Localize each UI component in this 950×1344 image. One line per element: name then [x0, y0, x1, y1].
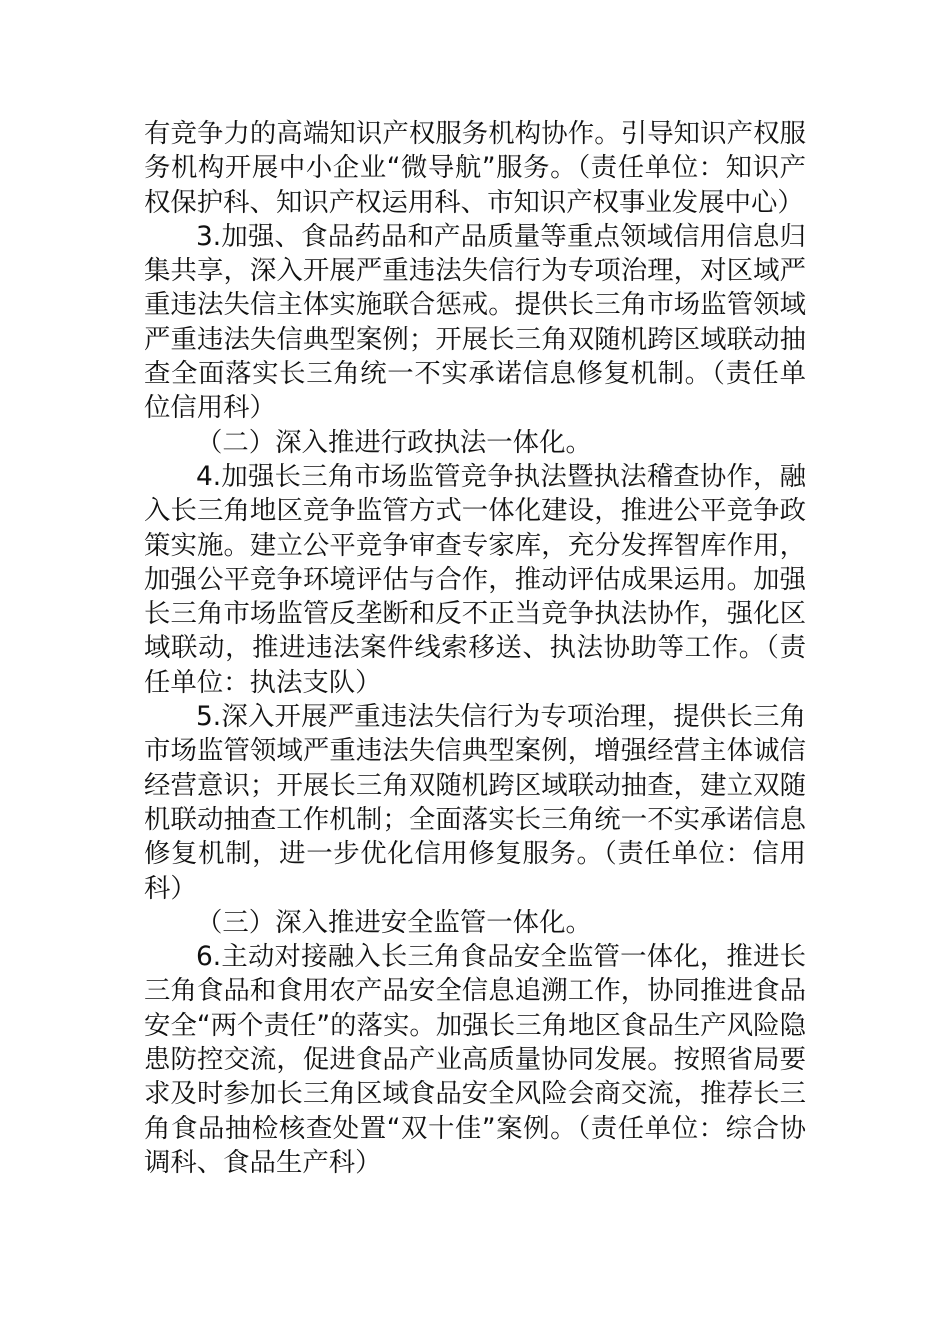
paragraph-ip-services: 有竞争力的高端知识产权服务机构协作。引导知识产权服务机构开展中小企业“微导航”服务。（责任单位：知识产权保护科、知识产权运用科、市知识产权事业发展中心） — [144, 118, 806, 218]
paragraph-item-6-food-safety: 6.主动对接融入长三角食品安全监管一体化，推进长三角食品和食用农产品安全信息追溯工作，协同推进食品安全“两个责任”的落实。加强长三角地区食品生产风险隐患防控交流，促进食品产业高质量协同发展。按照省局要求及时参加长三角区域食品安全风险会商交流，推荐长三角食品抽检核查处置“双十佳”案例。（责任单位：综合协调科、食品生产科） — [144, 941, 806, 1178]
document-page — [144, 117, 806, 1180]
section-heading-administrative-enforcement: （二）深入推进行政执法一体化。 — [196, 426, 592, 458]
paragraph-item-5-credit-governance: 5.深入开展严重违法失信行为专项治理，提供长三角市场监管领域严重违法失信典型案例，增强经营主体诚信经营意识；开展长三角双随机跨区域联动抽查，建立双随机联动抽查工作机制；全面落实长三角统一不实承诺信息修复机制，进一步优化信用修复服务。（责任单位：信用科） — [144, 701, 806, 904]
paragraph-item-3-credit-info: 3.加强、食品药品和产品质量等重点领域信用信息归集共享，深入开展严重违法失信行为专项治理，对区域严重违法失信主体实施联合惩戒。提供长三角市场监管领域严重违法失信典型案例；开展长三角双随机跨区域联动抽查全面落实长三角统一不实承诺信息修复机制。（责任单位信用科） — [144, 220, 806, 424]
paragraph-item-4-competition-enforcement: 4.加强长三角市场监管竞争执法暨执法稽查协作，融入长三角地区竞争监管方式一体化建设，推进公平竞争政策实施。建立公平竞争审查专家库，充分发挥智库作用，加强公平竞争环境评估与合作，推动评估成果运用。加强长三角市场监管反垄断和反不正当竞争执法协作，强化区域联动，推进违法案件线索移送、执法协助等工作。（责任单位：执法支队） — [144, 460, 806, 698]
section-heading-safety-supervision: （三）深入推进安全监管一体化。 — [196, 906, 592, 938]
